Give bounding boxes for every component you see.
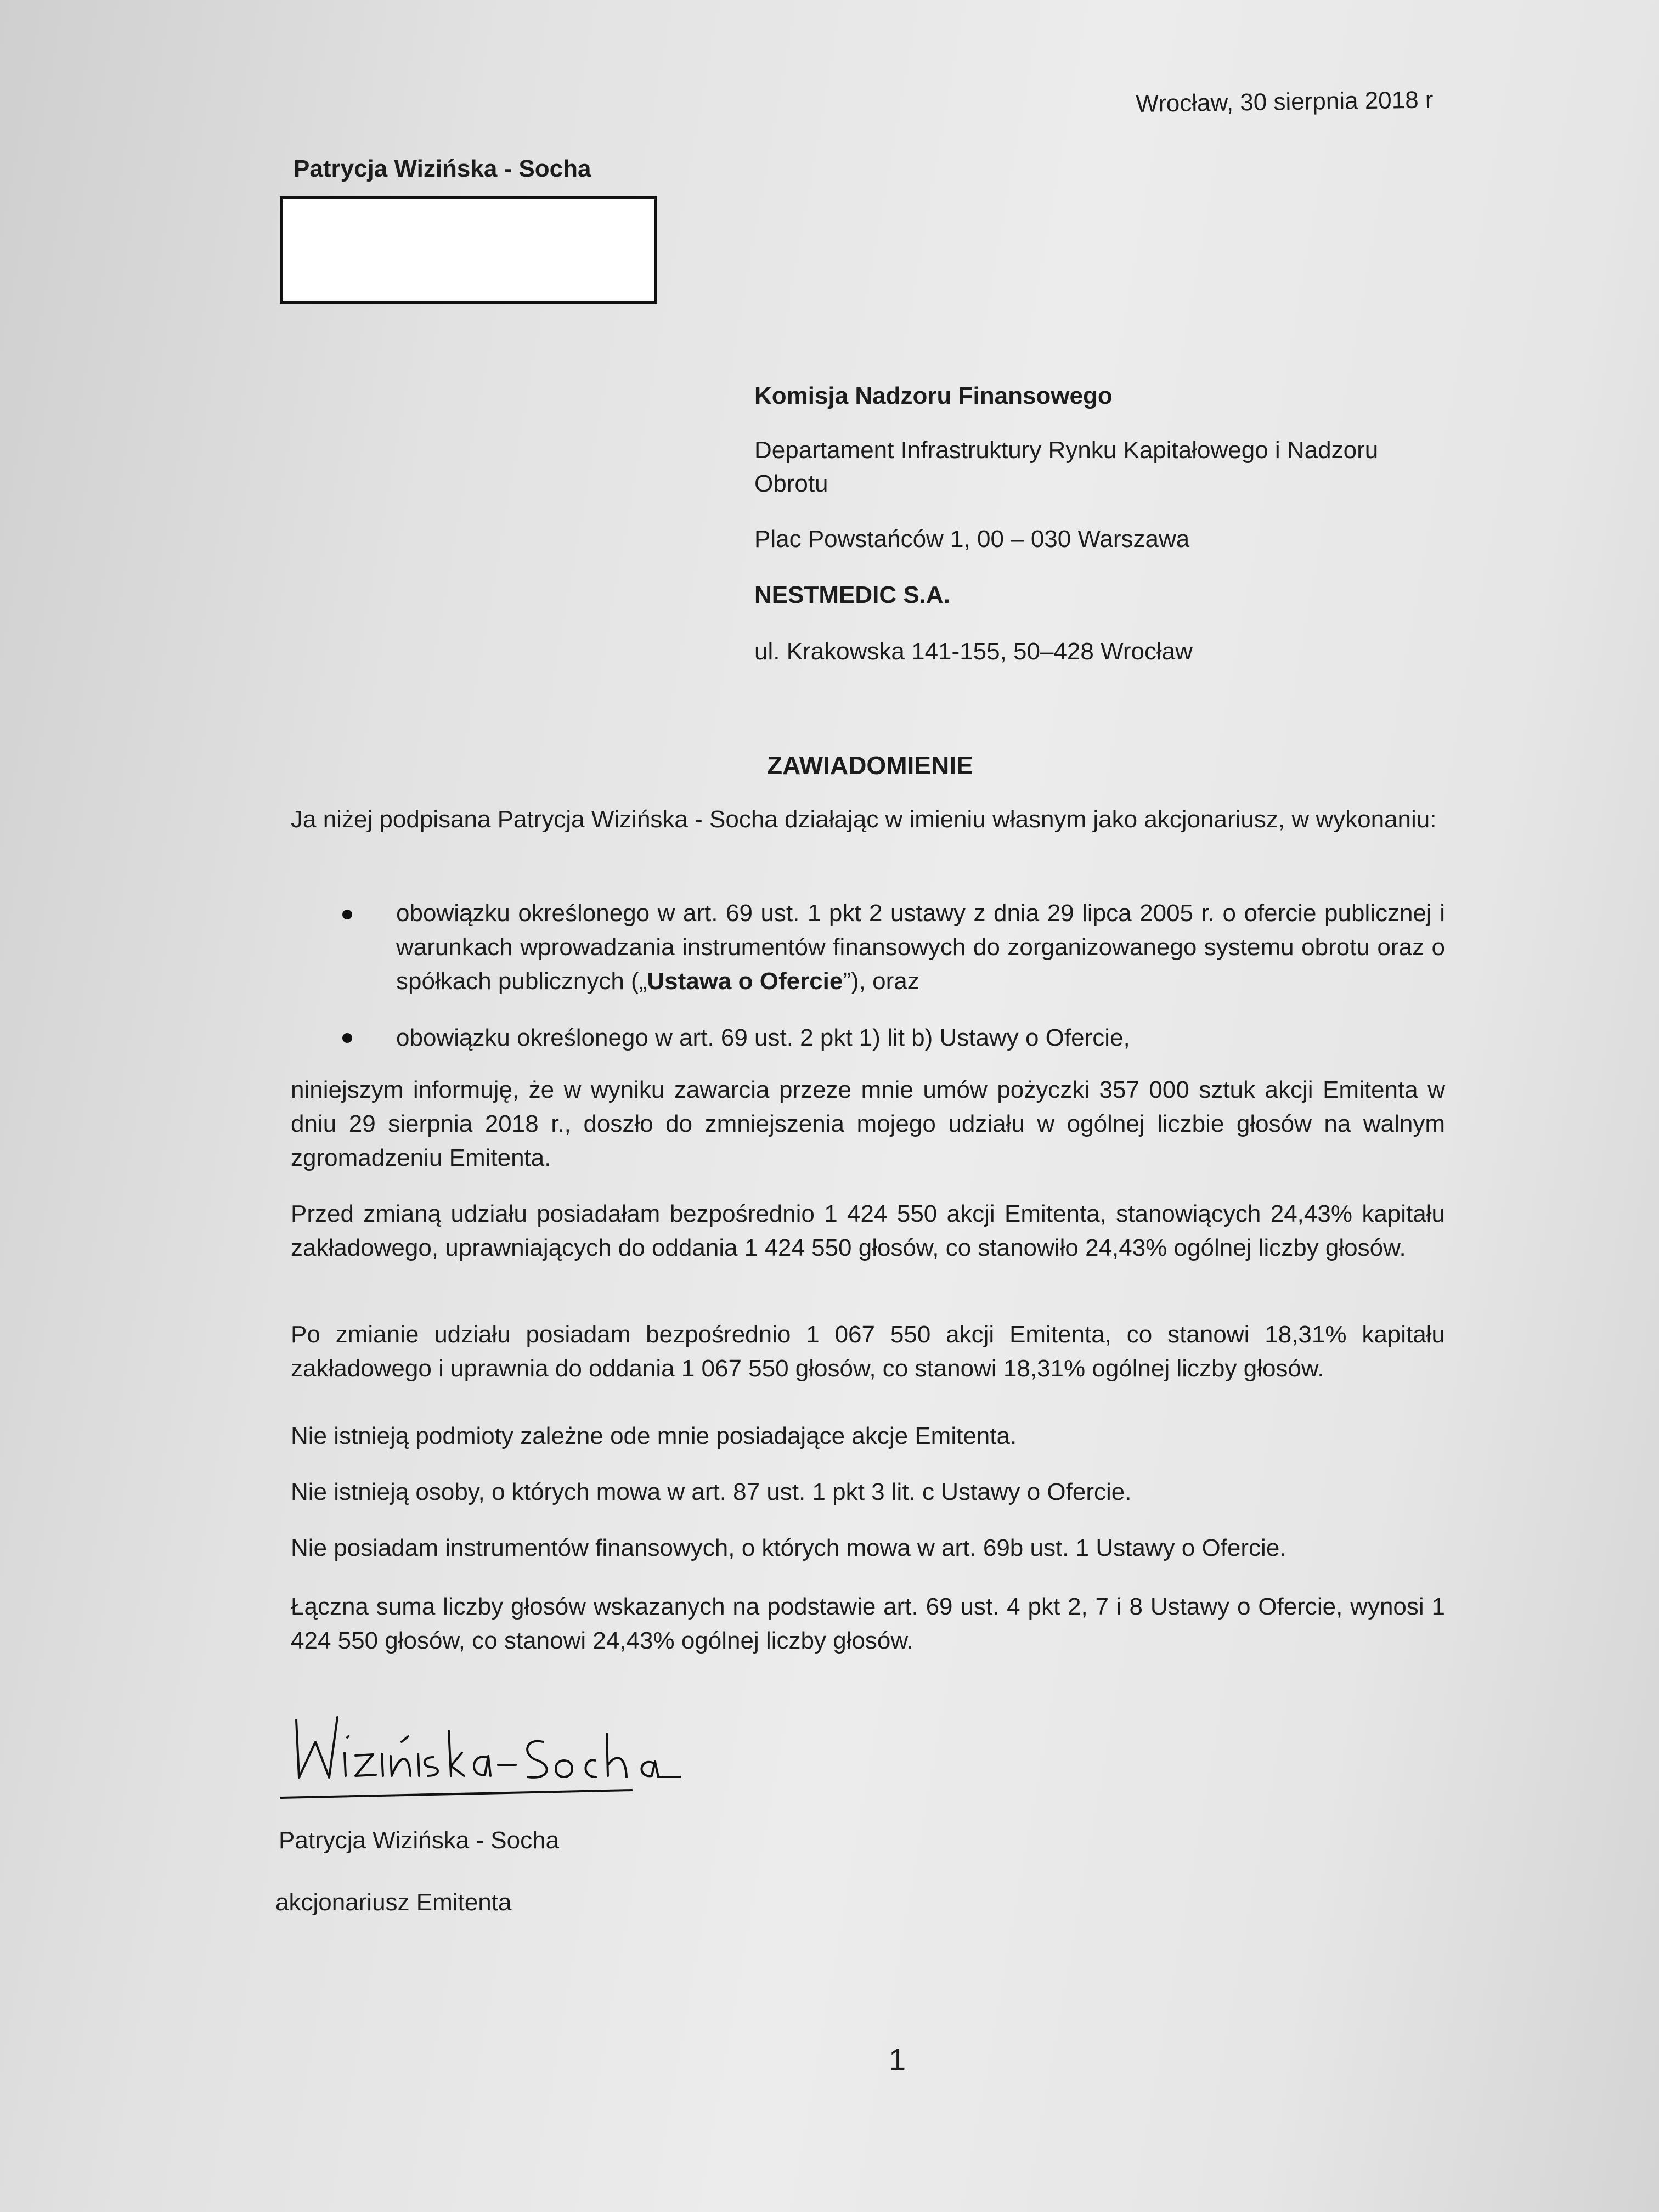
paragraph-loan-info: niniejszym informuję, że w wyniku zawarcia przeze mnie umów pożyczki 357 000 sztuk akcji Emitenta w dniu 29 sierpnia 2018 r., doszło do zmniejszenia mojego udziału w ogólnej liczbie głosów na walnym zgromadzeniu Emitenta. [291,1076,1445,1171]
bullet-1-text-a: obowiązku określonego w art. 69 ust. 1 pkt 2 ustawy z dnia 29 lipca 2005 r. o ofercie publicznej i warunkach wprowadzania instrumentów finansowych do zorganizowanego systemu obrotu oraz o spółkach publicznych („ [396,900,1445,995]
paragraph-persons: Nie istnieją osoby, o których mowa w art. 87 ust. 1 pkt 3 lit. c Ustawy o Ofercie. [291,1479,1132,1505]
bullet-item-2: obowiązku określonego w art. 69 ust. 2 pkt 1) lit b) Ustawy o Ofercie, [396,1024,1130,1051]
bullet-dot [342,910,352,919]
bullet-dot [342,1033,352,1043]
paragraph-after-change: Po zmianie udziału posiadam bezpośrednio 1 067 550 akcji Emitenta, co stanowi 18,31% kapitału zakładowego i uprawnia do oddania 1 067 550 głosów, co stanowi 18,31% ogólnej liczby głosów. [291,1321,1445,1382]
letter-date: Wrocław, 30 sierpnia 2018 r [1136,86,1434,117]
recipient-company: NESTMEDIC S.A. [754,582,950,608]
paragraph-instruments: Nie posiadam instrumentów finansowych, o których mowa w art. 69b ust. 1 Ustawy o Ofercie. [291,1534,1286,1561]
redacted-address-box [280,196,657,304]
bullet-item-1 [396,896,1445,998]
page-number: 1 [889,2042,906,2076]
paragraph-subsidiaries: Nie istnieją podmioty zależne ode mnie posiadające akcje Emitenta. [291,1423,1017,1449]
recipient-komisja: Komisja Nadzoru Finansowego [754,382,1113,409]
recipient-department-line1: Departament Infrastruktury Rynku Kapitałowego i Nadzoru [754,437,1379,464]
sender-name: Patrycja Wizińska - Socha [294,155,591,182]
signatory-name: Patrycja Wizińska - Socha [279,1827,560,1854]
recipient-company-address: ul. Krakowska 141-155, 50–428 Wrocław [754,638,1193,665]
paragraph-total-votes: Łączna suma liczby głosów wskazanych na podstawie art. 69 ust. 4 pkt 2, 7 i 8 Ustawy o Ofercie, wynosi 1 424 550 głosów, co stanowi 24,43% ogólnej liczby głosów. [291,1593,1445,1654]
paragraph-before-change: Przed zmianą udziału posiadałam bezpośrednio 1 424 550 akcji Emitenta, stanowiących 24,43% kapitału zakładowego, uprawniających do oddania 1 424 550 głosów, co stanowiło 24,43% ogólnej liczby głosów. [291,1200,1445,1261]
recipient-komisja-address: Plac Powstańców 1, 00 – 030 Warszawa [754,526,1190,552]
bullet-1-defined-term: Ustawa o Ofercie [647,968,843,995]
bullet-1-text-b: ”), oraz [843,968,919,995]
handwritten-signature [274,1703,691,1808]
recipient-department-line2: Obrotu [754,470,828,497]
signatory-role: akcjonariusz Emitenta [275,1889,512,1916]
intro-paragraph: Ja niżej podpisana Patrycja Wizińska - Socha działając w imieniu własnym jako akcjonariusz, w wykonaniu: [291,806,1437,833]
document-title: ZAWIADOMIENIE [767,751,973,780]
